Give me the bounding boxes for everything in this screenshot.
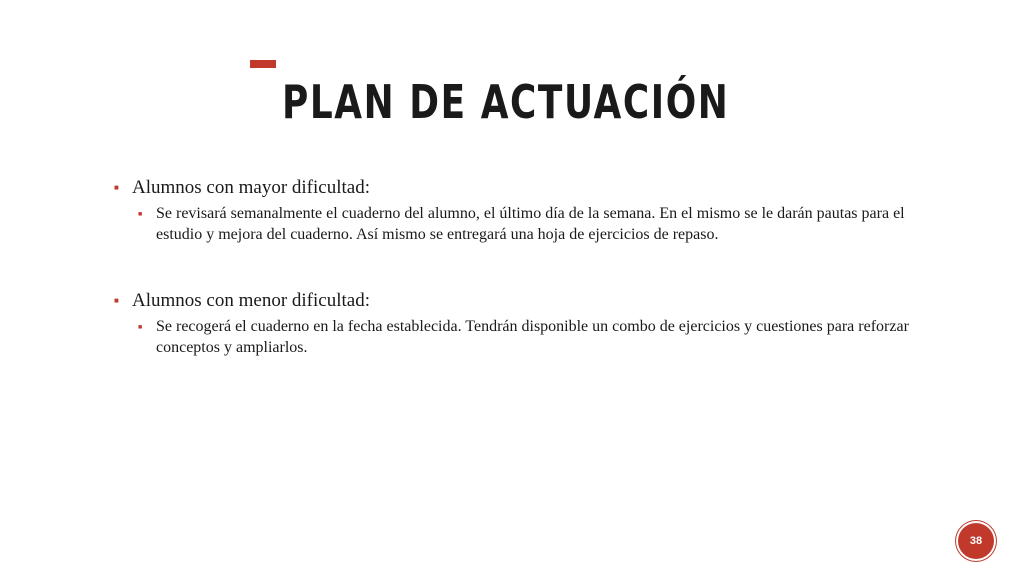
square-bullet-icon: ■ — [114, 296, 119, 305]
section-heading: Alumnos con menor dificultad: — [132, 290, 370, 311]
slide-title: PLAN DE ACTUACIÓN — [282, 75, 730, 129]
section-heading: Alumnos con mayor dificultad: — [132, 177, 370, 198]
section-detail: Se recogerá el cuaderno en la fecha establecida. Tendrán disponible un combo de ejercicios y cuestiones para reforzar conceptos y ampliarlos. — [156, 318, 909, 356]
section-detail: Se revisará semanalmente el cuaderno del alumno, el último día de la semana. En el mismo se le darán pautas para el estudio y mejora del cuaderno. Así mismo se entregará una hoja de ejercicios de repaso. — [156, 205, 905, 243]
title-accent-bar — [250, 60, 276, 68]
bullet-item — [114, 289, 914, 313]
square-bullet-icon: ■ — [138, 323, 143, 331]
square-bullet-icon: ■ — [114, 183, 119, 192]
square-bullet-icon: ■ — [138, 210, 143, 218]
sub-bullet-item — [138, 317, 914, 358]
spacer — [114, 245, 914, 289]
page-number: 38 — [969, 535, 983, 547]
slide-body — [114, 176, 914, 358]
page-number-badge — [958, 523, 994, 559]
sub-bullet-item — [138, 204, 914, 245]
bullet-item — [114, 176, 914, 200]
